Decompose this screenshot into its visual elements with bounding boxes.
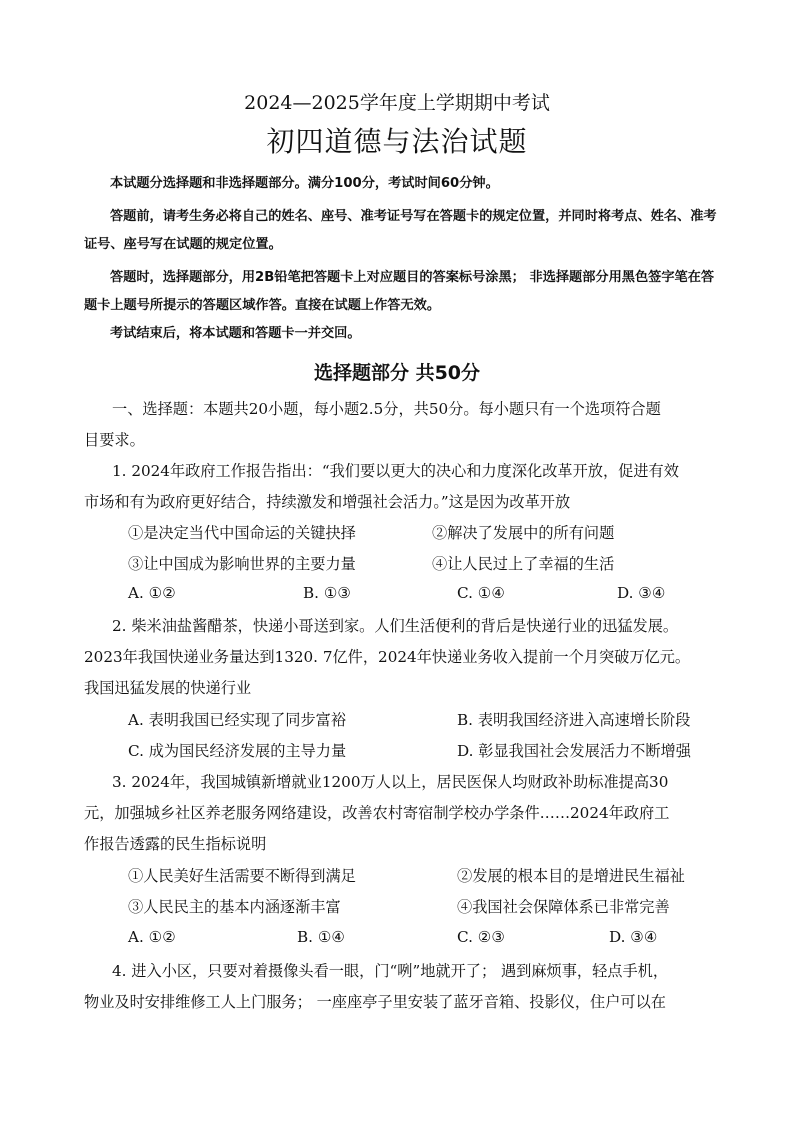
- question-3-statement: ②发展的根本目的是增进民生福祉: [457, 867, 685, 885]
- question-3-stem: 3. 2024年，我国城镇新增就业1200万人以上，居民医保人均财政补助标准提高30: [112, 773, 669, 791]
- question-1-stem: 1. 2024年政府工作报告指出：“我们要以更大的决心和力度深化改革开放，促进有效: [112, 462, 679, 480]
- question-2-option-a: A. 表明我国已经实现了同步富裕: [128, 711, 347, 729]
- exam-title: 2024—2025学年度上学期期中考试: [244, 92, 550, 114]
- question-1-option-d: D. ③④: [617, 584, 666, 602]
- question-2-option-c: C. 成为国民经济发展的主导力量: [128, 742, 347, 760]
- question-3-option-d: D. ③④: [609, 928, 658, 946]
- instruction-end: 考试结束后，将本试题和答题卡一并交回。: [110, 326, 361, 341]
- subject-title: 初四道德与法治试题: [266, 125, 528, 158]
- section-intro-line: 目要求。: [84, 431, 145, 449]
- question-3-statement: ③人民民主的基本内涵逐渐丰富: [128, 898, 341, 916]
- instruction-before-answering: 答题前，请考生务必将自己的姓名、座号、准考证号写在答题卡的规定位置，并同时将考点、姓名、准考证号、座号写在试题的规定位置。: [84, 209, 717, 252]
- question-3-option-a: A. ①②: [128, 928, 176, 946]
- question-1-statement: ②解决了发展中的所有问题: [432, 524, 615, 542]
- question-1-statement: ④让人民过上了幸福的生活: [432, 555, 615, 573]
- question-3-stem: 作报告透露的民生指标说明: [84, 835, 267, 853]
- question-3-option-c: C. ②③: [457, 928, 505, 946]
- question-3-stem: 元，加强城乡社区养老服务网络建设，改善农村寄宿制学校办学条件……2024年政府工: [84, 804, 670, 822]
- instruction-answering: 答题时，选择题部分，用2B铅笔把答题卡上对应题目的答案标号涂黑； 非选择题部分用黑色签字笔在答题卡上题号所提示的答题区域作答。直接在试题上作答无效。: [84, 270, 715, 313]
- question-1-stem: 市场和有为政府更好结合，持续激发和增强社会活力。”这是因为改革开放: [84, 493, 571, 511]
- section-heading: 选择题部分 共50分: [313, 362, 481, 384]
- question-4-stem: 4. 进入小区，只要对着摄像头看一眼，门“咧”地就开了； 遇到麻烦事，轻点手机，: [112, 962, 669, 980]
- question-1-option-c: C. ①④: [457, 584, 505, 602]
- question-1-option-b: B. ①③: [303, 584, 352, 602]
- question-2-option-d: D. 彰显我国社会发展活力不断增强: [457, 742, 691, 760]
- question-1-option-a: A. ①②: [128, 584, 176, 602]
- question-3-statement: ④我国社会保障体系已非常完善: [457, 898, 670, 916]
- question-2-option-b: B. 表明我国经济进入高速增长阶段: [457, 711, 691, 729]
- question-2-stem: 2. 柴米油盐酱醋茶，快递小哥送到家。人们生活便利的背后是快递行业的迅猛发展。: [112, 617, 679, 635]
- question-2-stem: 我国迅猛发展的快递行业: [84, 679, 252, 697]
- question-1-statement: ①是决定当代中国命运的关键抉择: [128, 524, 356, 542]
- question-4-stem: 物业及时安排维修工人上门服务； 一座座亭子里安装了蓝牙音箱、投影仪，住户可以在: [84, 993, 666, 1011]
- question-1-statement: ③让中国成为影响世界的主要力量: [128, 555, 356, 573]
- question-3-statement: ①人民美好生活需要不断得到满足: [128, 867, 356, 885]
- question-2-stem: 2023年我国快递业务量达到1320. 7亿件，2024年快递业务收入提前一个月突破万亿元。: [84, 648, 691, 666]
- question-3-option-b: B. ①④: [297, 928, 346, 946]
- section-intro-line: 一、选择题：本题共20小题，每小题2.5分，共50分。每小题只有一个选项符合题: [112, 400, 661, 418]
- instruction-score: 本试题分选择题和非选择题部分。满分100分，考试时间60分钟。: [110, 176, 499, 191]
